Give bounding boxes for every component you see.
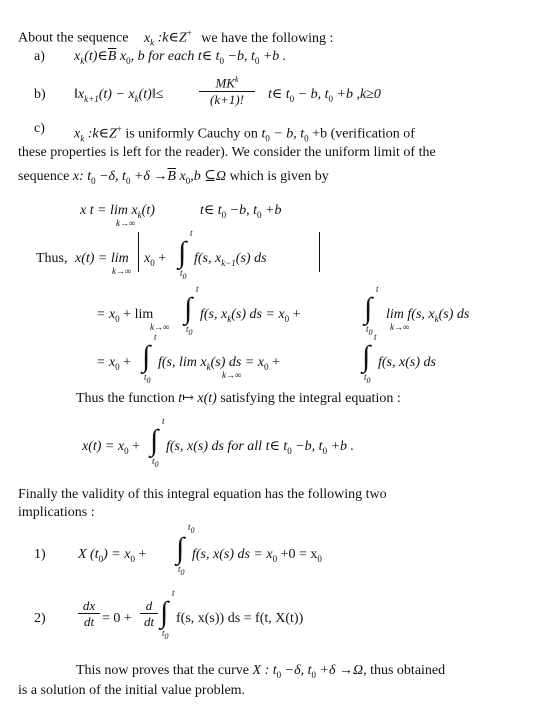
def-eq: = lim x [93, 203, 138, 218]
imp2-int-lower: $t_0$ [162, 628, 169, 641]
def-cond [200, 202, 281, 224]
eq2-lim-sub: k→∞ [150, 322, 170, 332]
ie-integrand [166, 438, 354, 460]
ie-d-sub: 0 [287, 445, 292, 456]
ie-d: t∈ t [265, 439, 288, 454]
imp2-num: dx [78, 598, 100, 614]
b-den: (k+1)! [209, 92, 245, 108]
imp1-line [78, 546, 146, 568]
imp1-integral: ∫ [176, 532, 185, 565]
imp1-label: 1) [34, 547, 46, 562]
c3-sub1: 0 [91, 175, 96, 186]
c3-B: $\overline{B}$ [167, 169, 176, 184]
c-set: :k∈Z [84, 126, 117, 142]
b-left: ‖x [74, 87, 85, 102]
thus-label: Thus, [36, 251, 68, 266]
thus-function: Thus the function [76, 391, 175, 406]
eq2-integral1: ∫ [184, 292, 193, 325]
c-t: t [261, 126, 266, 142]
imp1-d-sub: 0 [272, 553, 278, 564]
b-sub1: k+1 [84, 93, 99, 104]
imp1-a-sub: 0 [98, 553, 104, 564]
imp1-b: ) = x [103, 547, 131, 562]
ie-int-upper: t [162, 416, 165, 426]
b-right: (t)‖≤ [138, 87, 164, 102]
eq2-int2-upper: t [376, 284, 379, 294]
ie-e-sub: 0 [322, 445, 328, 456]
c-mb: − b, t [269, 126, 305, 142]
c-t2-sub: 0 [304, 133, 309, 144]
thus-integrand-end: (s) ds [235, 251, 267, 266]
ie-a-sub: 0 [124, 445, 129, 456]
c-label: c) [34, 121, 45, 136]
c3-given: which is given by [226, 169, 329, 184]
def-cond-sub2: 0 [257, 209, 262, 220]
imp2-frac1 [78, 598, 100, 629]
eq3-f: f(s, x(s) ds [378, 355, 436, 370]
intro-seq: x [143, 30, 151, 46]
thus-plus: + [154, 251, 167, 266]
item-b-ineq [74, 86, 163, 108]
c-x: x [74, 126, 81, 142]
intro-set-sup: + [186, 28, 192, 38]
eq3-a-sub: 0 [115, 361, 120, 372]
imp1-c: + [134, 547, 147, 562]
eq3-line [96, 354, 131, 376]
c3-sub2: 0 [125, 175, 131, 186]
c-verif: +b (verification of [308, 126, 415, 142]
a-cond-sub: 0 [219, 55, 224, 66]
def-cond-sub: 0 [221, 209, 227, 220]
eq2-integrand1 [200, 306, 301, 328]
proves-line1 [76, 662, 445, 684]
eq2-d-sub: 0 [284, 313, 290, 324]
thus-function-map: t↦ x(t) [174, 391, 217, 406]
eq2-int2-lower: $t_0$ [366, 324, 373, 337]
imp1-integrand [192, 546, 322, 568]
ie-a: x(t) = x [82, 439, 125, 454]
eq3-lim-sub: k→∞ [222, 370, 242, 380]
imp2-den2: dt [143, 614, 155, 629]
b-num-sup: k [234, 75, 239, 84]
eq3-c-sub: k [206, 361, 211, 372]
eq2-e: + [289, 307, 301, 322]
eq2-int1-upper: t [196, 284, 199, 294]
imp1-e-sub: 0 [317, 553, 322, 564]
thus-x0 [144, 250, 166, 272]
eq2-c: f(s, x [200, 307, 228, 322]
c3-x0-sub: 0 [185, 175, 191, 186]
proves-line2: is a solution of the initial value problem. [18, 683, 246, 698]
b-cond-sub: 0 [289, 93, 295, 104]
eq3-d: (s) ds = x [210, 355, 264, 370]
imp2-num2: d [140, 598, 158, 614]
c-cauchy: is uniformly Cauchy on [121, 126, 262, 142]
ie-integral: ∫ [150, 424, 159, 457]
c3-delta: −δ, t [95, 169, 126, 184]
intro-rest: we have the following : [201, 30, 334, 46]
eq3-c: f(s, lim x [158, 355, 207, 370]
proves-f: 0 [311, 669, 316, 680]
imp1-e: +0 = x [277, 547, 318, 562]
ie-e: −b, t [291, 439, 323, 454]
eq2-integral2: ∫ [364, 292, 373, 325]
imp2-den: dt [83, 614, 95, 629]
def-cond-c: +b [261, 203, 282, 218]
b-label: b) [34, 87, 46, 102]
proves-c: : t [261, 663, 277, 678]
eq3-b: + [119, 355, 132, 370]
final-line2: implications : [18, 505, 95, 520]
thus-int-upper: t [190, 228, 193, 238]
proves-h: thus obtained [366, 663, 446, 678]
b-cond4: 0 [328, 93, 333, 104]
item-c-label [34, 120, 45, 138]
a-foreach: , b for each [130, 49, 198, 64]
item-c-line3 [18, 168, 329, 190]
imp2-integral: ∫ [160, 596, 169, 629]
eq3-integral2: ∫ [362, 340, 371, 373]
b-num: MK [215, 75, 235, 91]
item-a-label: a) [34, 49, 45, 64]
thus-integral: ∫ [178, 236, 187, 269]
c-set-sup: + [116, 124, 122, 134]
ie-line [82, 438, 140, 460]
thus-int-lower: $t_0$ [180, 268, 187, 281]
imp1-int-upper: $t_0$ [188, 522, 195, 535]
a-x: x [74, 49, 81, 64]
thus-integrand-sub: k−1 [221, 257, 236, 268]
ie-b: + [128, 439, 140, 454]
eq2-a: = x [96, 307, 116, 322]
b-cond5: +b ,k≥0 [333, 87, 381, 102]
a-cond3: +b . [259, 49, 287, 64]
item-a-content: $x_k(t)\in\overline{B}$ $x_0$, b for each t∈ $t_0 -b$, $t_0 +b$ . [74, 49, 287, 66]
thus-eq: x(t) = lim [75, 251, 129, 266]
a-cond2-sub: 0 [254, 55, 260, 66]
eq3-int2-upper: t [374, 332, 377, 342]
eq3-integrand1 [158, 354, 280, 376]
imp2-a: = 0 + [102, 611, 132, 626]
eq2-f-sub: k [434, 313, 439, 324]
intro-set: :k∈Z [157, 30, 187, 46]
c-t-sub: 0 [265, 133, 270, 144]
c3-dom: : t [79, 169, 92, 184]
b-cond: t∈ t [268, 87, 290, 102]
c3-x: x [72, 169, 80, 184]
eq3-e: + [268, 355, 280, 370]
imp2-frac2 [140, 598, 158, 629]
thus-function-line [76, 390, 401, 408]
a-cond: t∈ t [197, 49, 220, 64]
eq2-lim: + lim [119, 307, 154, 322]
a-tin: (t)∈ [84, 49, 108, 64]
eq3-integral1: ∫ [142, 340, 151, 373]
eq3-int1-lower: $t_0$ [144, 372, 151, 385]
b-mid: (t) − x [98, 87, 135, 102]
a-x0: x [116, 49, 127, 64]
ie-f: +b . [327, 439, 355, 454]
imp2-label: 2) [34, 611, 46, 626]
b-sub2: k [134, 93, 139, 104]
eq2-d: (s) ds = x [231, 307, 285, 322]
item-b-label [34, 86, 46, 104]
thus-integrand [194, 250, 267, 272]
c3-seq: sequence [18, 169, 73, 184]
b-condition [268, 86, 381, 108]
imp1-a: X (t [78, 547, 99, 562]
item-a [34, 48, 45, 66]
a-x0-sub: 0 [126, 55, 131, 66]
eq3-int2-lower: $t_0$ [364, 372, 371, 385]
eq2-lim-sub2: k→∞ [390, 322, 410, 332]
eq2-int1-lower: $t_0$ [186, 324, 193, 337]
proves-g: +δ →Ω, [316, 663, 367, 678]
thus-lim-sub: k→∞ [112, 266, 132, 276]
imp2-integrand: f(s, x(s)) ds = f(t, X(t)) [176, 611, 304, 626]
def-t: (t) [141, 203, 155, 218]
eq2-g: (s) ds [438, 307, 470, 322]
proves-X: X [252, 663, 262, 678]
proves-e: −δ, t [281, 663, 312, 678]
def-k: k [137, 209, 142, 220]
imp1-d: f(s, x(s) ds = x [192, 547, 273, 562]
c3-x0: x [175, 169, 186, 184]
thus-function-rest: satisfying the integral equation : [216, 391, 401, 406]
a-closed-ball: $\overline{B}$ [107, 49, 117, 64]
eq3-int1-upper: t [154, 332, 157, 342]
def-lim-sub: k→∞ [116, 218, 136, 228]
proves-a: This now proves that the curve [76, 663, 253, 678]
eq3-a: = x [96, 355, 116, 370]
thus-x0-x: x [144, 251, 151, 266]
imp2-int-upper: t [172, 588, 175, 598]
thus-x0-sub: 0 [150, 257, 155, 268]
def-cond-b: −b, t [226, 203, 257, 218]
proves-d: 0 [276, 669, 282, 680]
ie-int-lower: $t_0$ [152, 456, 159, 469]
imp1-int-lower: $t_0$ [178, 564, 185, 577]
intro-seq-sub: k [150, 37, 155, 48]
intro-text: About the sequence [18, 30, 129, 46]
c3-arrow: +δ → [130, 169, 168, 184]
def-lhs: x t [80, 203, 94, 218]
eq2-a-sub: 0 [115, 313, 120, 324]
c3-subset: ,b ⊆Ω [190, 169, 227, 184]
eq2-line [96, 306, 153, 328]
eq2-f: lim f(s, x [386, 307, 435, 322]
c-x-sub: k [80, 133, 85, 144]
b-fraction [199, 72, 255, 108]
thus-integrand-a: f(s, x [194, 251, 222, 266]
def-cond-a: t∈ t [200, 203, 222, 218]
item-c-line2: these properties is left for the reader). We consider the uniform limit of the [18, 145, 436, 160]
eq3-integrand2 [378, 354, 436, 372]
ie-c: f(s, x(s) ds for all [166, 439, 266, 454]
a-cond2: −b, t [224, 49, 255, 64]
eq3-d-sub: 0 [264, 361, 269, 372]
eq2-c-sub: k [227, 313, 232, 324]
imp1-b-sub: 0 [130, 553, 135, 564]
b-cond3: − b, t [294, 87, 329, 102]
final-line1: Finally the validity of this integral equation has the following two [18, 487, 387, 502]
